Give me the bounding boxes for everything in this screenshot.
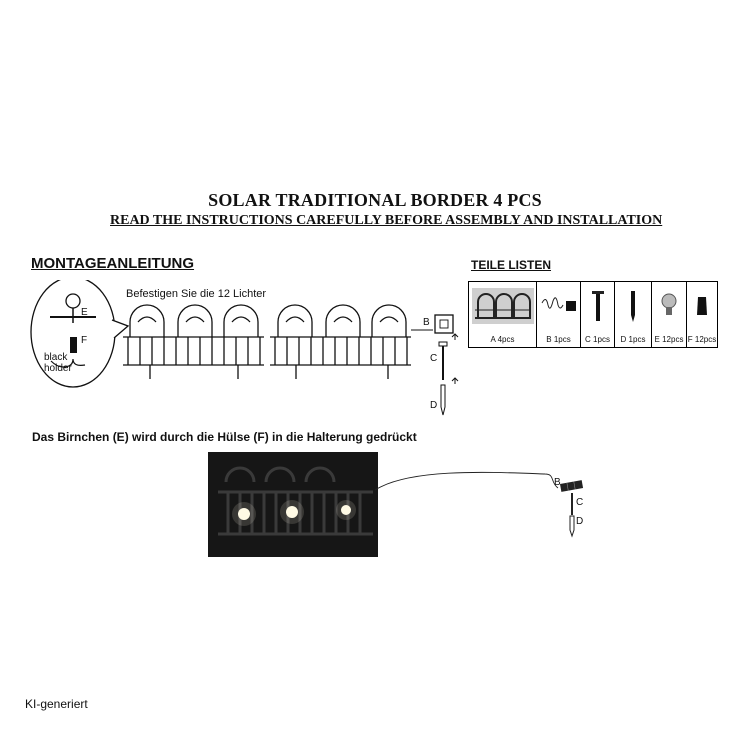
diagram-label-b: B <box>423 317 430 328</box>
part-cell-e <box>652 282 687 347</box>
ground-stake-icon <box>615 286 651 326</box>
sleeve-icon <box>687 286 717 326</box>
bulb-icon <box>652 286 686 326</box>
connector-pole-icon <box>581 286 614 326</box>
ground-stake-icon <box>570 516 574 536</box>
assembly-heading: MONTAGEANLEITUNG <box>31 255 195 272</box>
sleeve-icon <box>70 337 77 353</box>
diagram-label-d: D <box>430 400 438 411</box>
part-cell-d <box>615 282 652 347</box>
part-cell-a <box>469 282 537 347</box>
parts-table <box>468 281 718 348</box>
part-cell-b <box>537 282 581 347</box>
parts-heading: TEILE LISTEN <box>471 258 552 272</box>
part-label-a: A 4pcs <box>490 335 515 344</box>
part-cell-f <box>687 282 717 347</box>
installation-caption: Das Birnchen (E) wird durch die Hülse (F) in die Halterung gedrückt <box>32 430 417 444</box>
callout-label-e: E <box>81 307 88 318</box>
part-label-c: C 1pcs <box>585 335 610 344</box>
document-subtitle: READ THE INSTRUCTIONS CAREFULLY BEFORE ASSEMBLY AND INSTALLATION <box>110 213 663 228</box>
callout-label-holder: black holder <box>44 352 72 374</box>
part-label-d: D 1pcs <box>620 335 646 344</box>
callout-label-f: F <box>81 335 88 346</box>
solar-panel-wire-icon <box>537 286 580 326</box>
assembly-diagram <box>28 280 468 420</box>
photo-label-b: B <box>554 477 561 488</box>
product-photo <box>208 452 378 557</box>
solar-panel-icon <box>560 480 583 492</box>
solar-panel-icon <box>435 315 453 333</box>
fence-panel-icon <box>469 286 536 326</box>
ground-stake-icon <box>441 385 445 415</box>
solar-wire-diagram <box>370 460 620 560</box>
part-label-f: F 12pcs <box>687 335 717 344</box>
part-cell-c <box>581 282 615 347</box>
attach-note: Befestigen Sie die 12 Lichter <box>126 288 267 300</box>
part-label-b: B 1pcs <box>546 335 571 344</box>
diagram-label-c: C <box>430 353 438 364</box>
fence-panel-2 <box>270 305 411 379</box>
fence-panel-1 <box>123 305 264 379</box>
document-title: SOLAR TRADITIONAL BORDER 4 PCS <box>208 190 542 210</box>
photo-label-c: C <box>576 497 584 508</box>
ai-generated-label: KI-generiert <box>25 697 88 711</box>
photo-label-d: D <box>576 516 584 527</box>
part-label-e: E 12pcs <box>654 335 684 344</box>
bulb-icon <box>66 294 80 308</box>
